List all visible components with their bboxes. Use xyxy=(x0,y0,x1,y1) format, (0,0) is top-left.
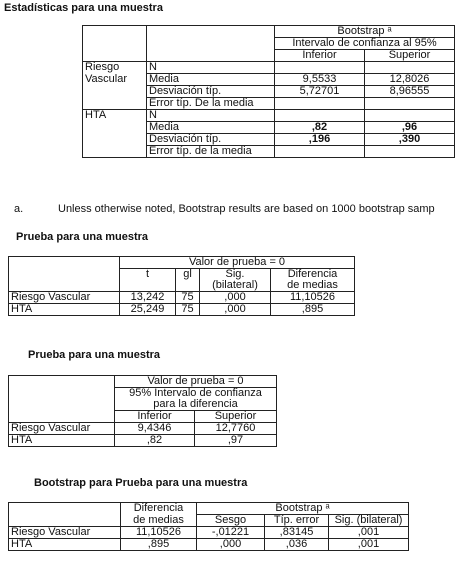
cell xyxy=(365,110,455,122)
group-label-spacer xyxy=(83,122,147,134)
stats-table xyxy=(82,25,455,158)
cell: 5,72701 xyxy=(275,86,365,98)
cell: 13,242 xyxy=(120,292,176,304)
cell: 75 xyxy=(176,292,200,304)
cell: ,82 xyxy=(275,122,365,134)
interval-header: 95% Intervalo de confianza xyxy=(115,388,277,400)
dif-header: Diferencia xyxy=(271,269,355,281)
superior-header: Superior xyxy=(195,411,277,423)
cell: ,000 xyxy=(200,304,271,316)
table2-title: Prueba para una muestra xyxy=(16,231,149,243)
stats-corner xyxy=(147,26,275,62)
ci-table xyxy=(8,375,277,447)
cell: 11,10526 xyxy=(121,527,197,539)
group-label-spacer xyxy=(83,86,147,98)
cell: ,001 xyxy=(329,527,409,539)
cell: 12,8026 xyxy=(365,74,455,86)
table1-title: Estadísticas para una muestra xyxy=(4,2,163,14)
row-label: Riesgo Vascular xyxy=(9,527,121,539)
cell xyxy=(365,146,455,158)
row-label: HTA xyxy=(9,435,115,447)
valor-header: Valor de prueba = 0 xyxy=(120,257,355,269)
inferior-header: Inferior xyxy=(115,411,195,423)
cell: ,001 xyxy=(329,539,409,551)
stat-label: Desviación típ. xyxy=(147,134,275,146)
cell: ,96 xyxy=(365,122,455,134)
table-row xyxy=(9,539,409,551)
cell: -,01221 xyxy=(197,527,265,539)
group-label-spacer xyxy=(83,134,147,146)
footnote-text: Unless otherwise noted, Bootstrap results are based on 1000 bootstrap samp xyxy=(58,203,435,215)
row-label: Riesgo Vascular xyxy=(9,292,120,304)
cell xyxy=(275,146,365,158)
cell: 25,249 xyxy=(120,304,176,316)
cell: ,83145 xyxy=(265,527,329,539)
interval-header-line2: para la diferencia xyxy=(115,399,277,411)
cell: ,036 xyxy=(265,539,329,551)
cell xyxy=(365,62,455,74)
group-label-vascular: Vascular xyxy=(83,74,147,86)
cell: ,000 xyxy=(200,292,271,304)
t-header: t xyxy=(120,269,176,292)
group-label-spacer xyxy=(83,98,147,110)
cell: 9,4346 xyxy=(115,423,195,435)
bootstrap-corner xyxy=(9,503,121,527)
table-row xyxy=(9,304,355,316)
sesgo-header: Sesgo xyxy=(197,515,265,527)
table-row xyxy=(9,423,277,435)
stat-label: N xyxy=(147,62,275,74)
cell: 8,96555 xyxy=(365,86,455,98)
cell: ,895 xyxy=(121,539,197,551)
sig-header-line2: (bilateral) xyxy=(200,280,271,292)
cell xyxy=(275,110,365,122)
dif-header-line2: de medias xyxy=(121,515,197,527)
bootstrap-header: Bootstrap ᵃ xyxy=(275,26,455,38)
test-corner xyxy=(9,257,120,292)
cell xyxy=(365,98,455,110)
table-row xyxy=(9,292,355,304)
test-table xyxy=(8,256,355,316)
cell: ,82 xyxy=(115,435,195,447)
table4-title: Bootstrap para Prueba para una muestra xyxy=(34,477,248,489)
cell: ,196 xyxy=(275,134,365,146)
superior-header: Superior xyxy=(365,50,455,62)
sig-header: Sig. xyxy=(200,269,271,281)
stats-corner xyxy=(83,26,147,62)
cell: 9,5533 xyxy=(275,74,365,86)
interval-header: Intervalo de confianza al 95% xyxy=(275,38,455,50)
inferior-header: Inferior xyxy=(275,50,365,62)
valor-header: Valor de prueba = 0 xyxy=(115,376,277,388)
cell: 12,7760 xyxy=(195,423,277,435)
group-label-hta: HTA xyxy=(83,110,147,122)
table-row xyxy=(9,435,277,447)
footnote-marker: a. xyxy=(14,203,24,215)
group-label-spacer xyxy=(83,146,147,158)
ci-corner xyxy=(9,376,115,423)
row-label: Riesgo Vascular xyxy=(9,423,115,435)
cell: 75 xyxy=(176,304,200,316)
table-row xyxy=(9,527,409,539)
sig-header: Sig. (bilateral) xyxy=(329,515,409,527)
cell: ,97 xyxy=(195,435,277,447)
cell: 11,10526 xyxy=(271,292,355,304)
group-label-riesgo: Riesgo xyxy=(83,62,147,74)
row-label: HTA xyxy=(9,539,121,551)
cell xyxy=(275,98,365,110)
stat-label: Error típ. De la media xyxy=(147,98,275,110)
cell: ,895 xyxy=(271,304,355,316)
bootstrap-table xyxy=(8,502,409,551)
table3-title: Prueba para una muestra xyxy=(28,349,161,361)
dif-header: Diferencia xyxy=(121,503,197,515)
bootstrap-header: Bootstrap ᵃ xyxy=(197,503,409,515)
stat-label: Media xyxy=(147,122,275,134)
cell xyxy=(275,62,365,74)
stat-label: Error típ. de la media xyxy=(147,146,275,158)
tip-error-header: Típ. error xyxy=(265,515,329,527)
stat-label: Desviación típ. xyxy=(147,86,275,98)
row-label: HTA xyxy=(9,304,120,316)
dif-header-line2: de medias xyxy=(271,280,355,292)
stat-label: Media xyxy=(147,74,275,86)
stat-label: N xyxy=(147,110,275,122)
gl-header: gl xyxy=(176,269,200,292)
cell: ,000 xyxy=(197,539,265,551)
cell: ,390 xyxy=(365,134,455,146)
